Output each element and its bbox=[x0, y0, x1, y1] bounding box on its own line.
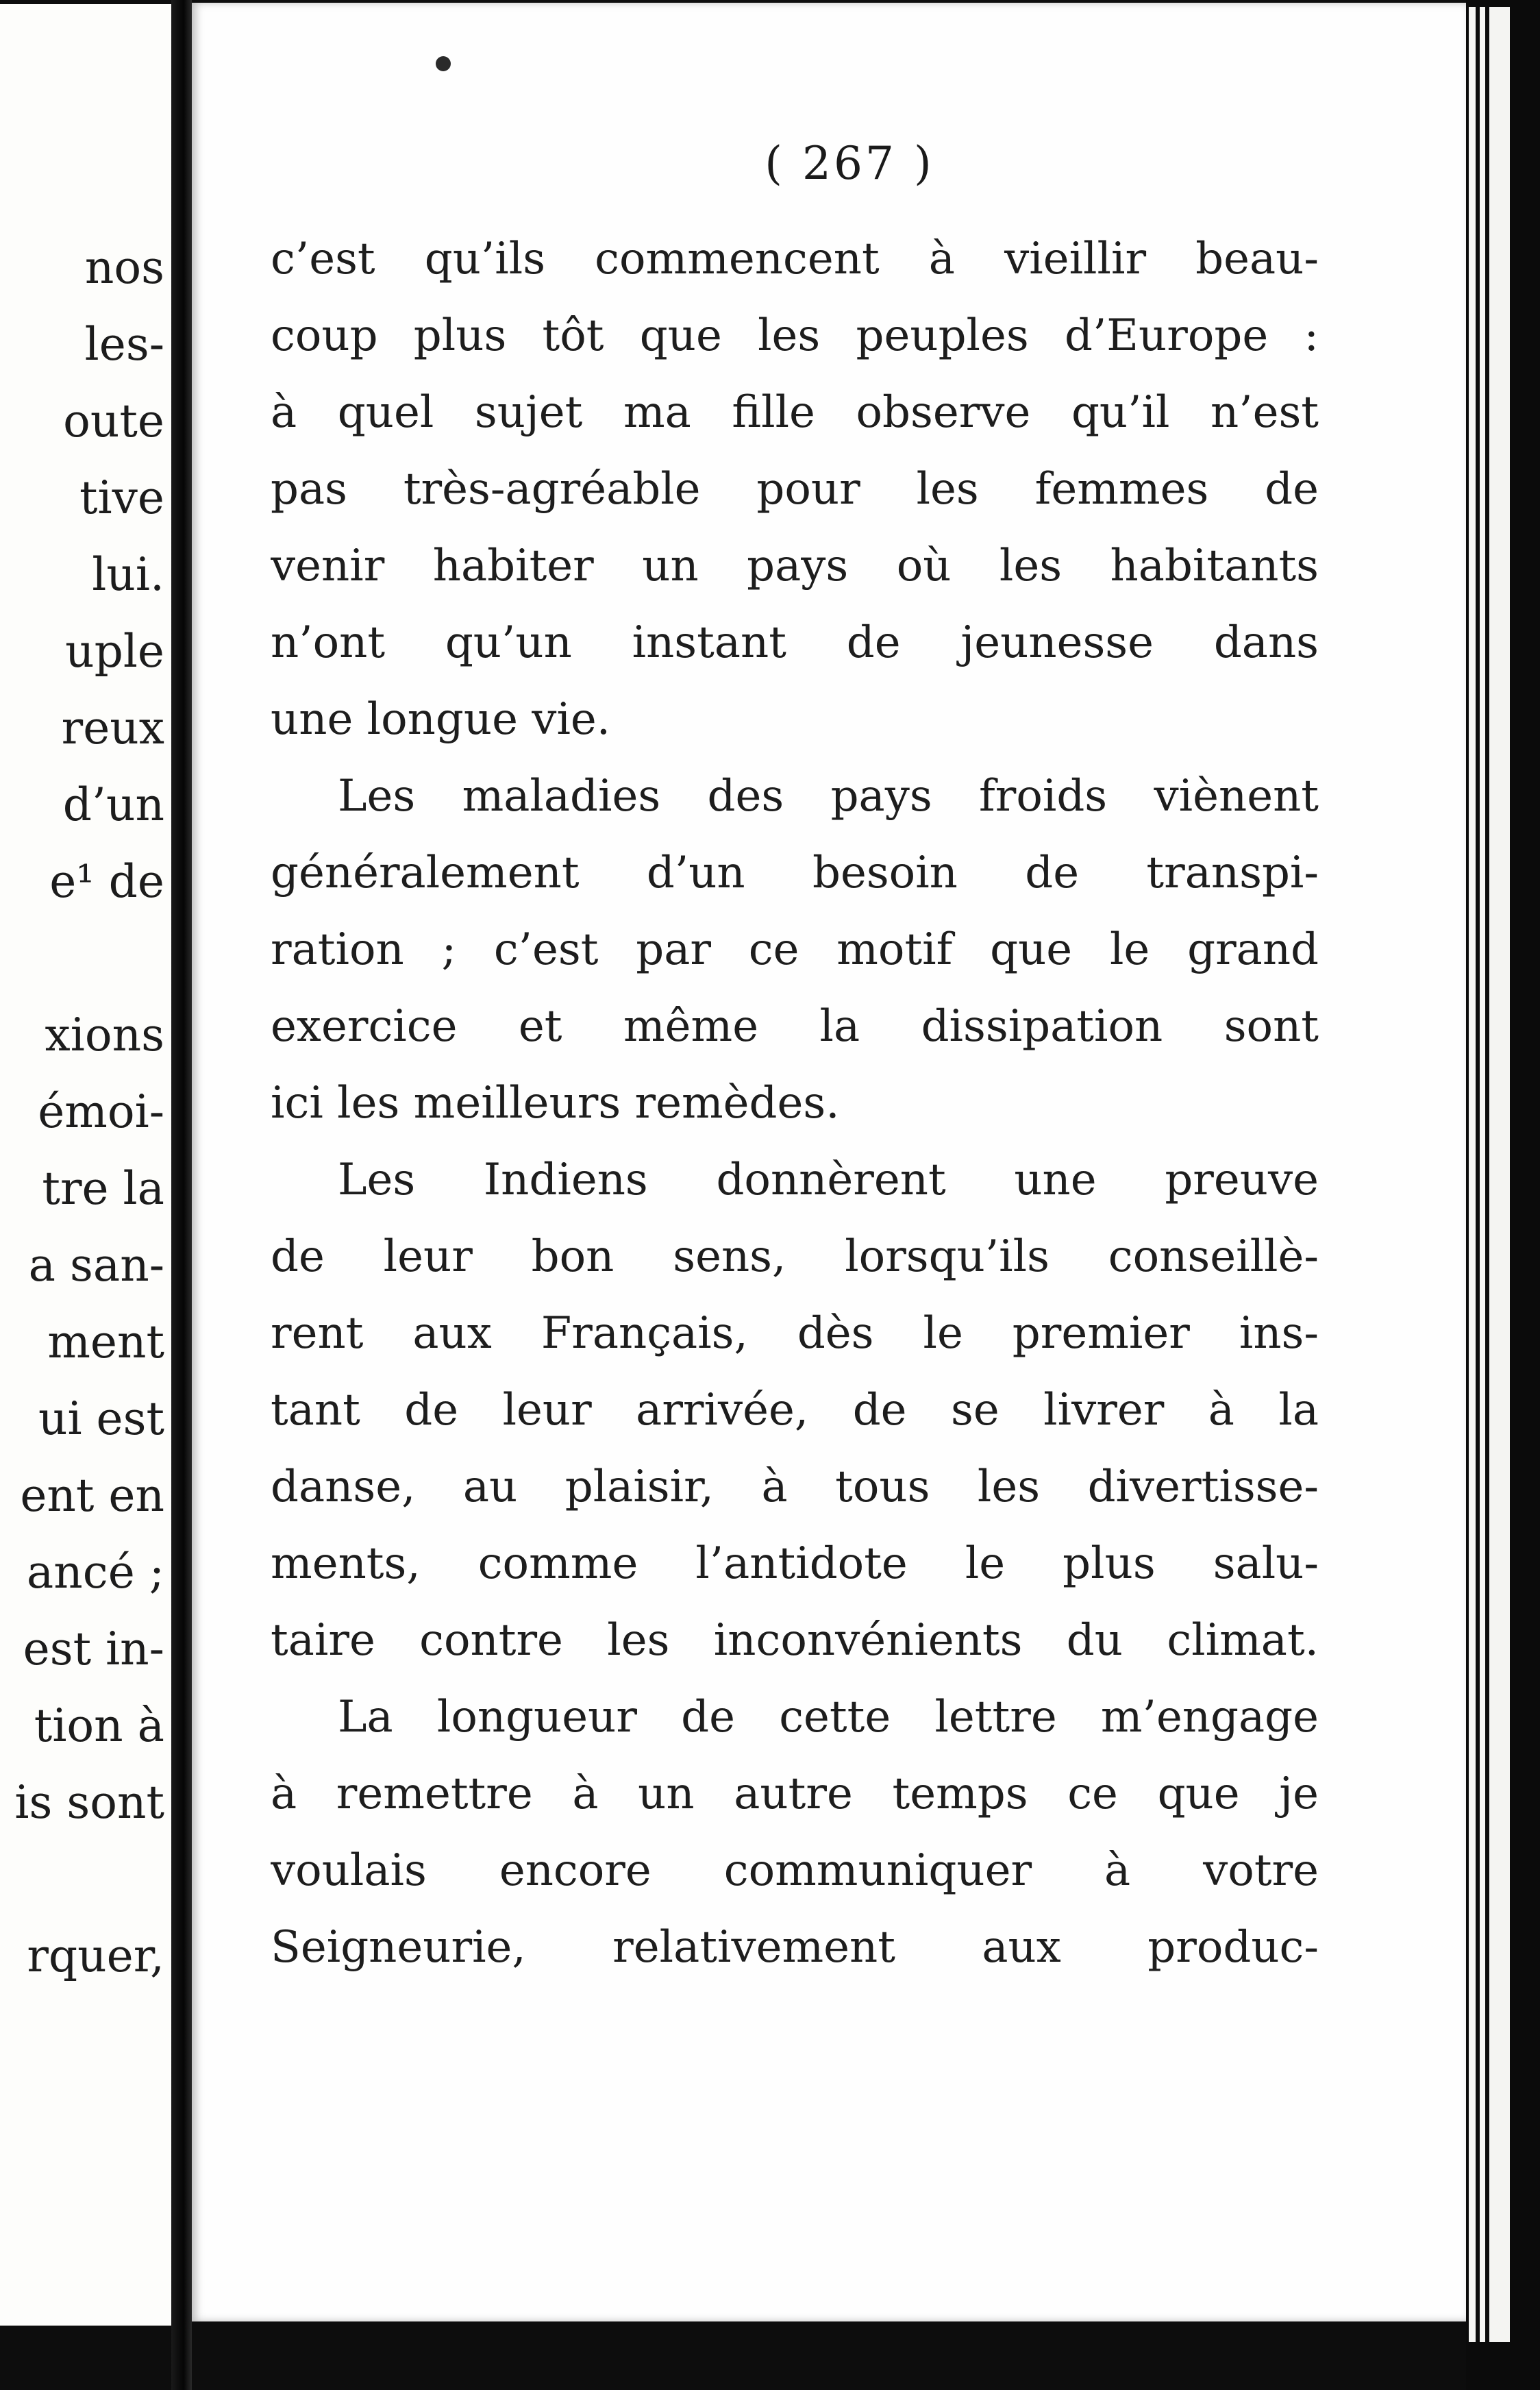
text-line: Seigneurie, relativement aux produc- bbox=[271, 1922, 1319, 1973]
left-page-line: xions bbox=[45, 1009, 164, 1061]
text-line: La longueur de cette lettre m’engage bbox=[338, 1692, 1319, 1742]
text-line: exercice et même la dissipation sont bbox=[271, 1001, 1319, 1052]
text-line: généralement d’un besoin de transpi- bbox=[271, 848, 1319, 898]
left-page-line: tre la bbox=[42, 1162, 164, 1215]
left-page-line: les- bbox=[84, 318, 164, 371]
left-page-line: ment bbox=[47, 1316, 164, 1368]
text-line: à remettre à un autre temps ce que je bbox=[271, 1769, 1319, 1819]
left-page-line: ui est bbox=[38, 1392, 164, 1445]
paragraph bbox=[271, 1679, 1319, 1986]
left-page-line: rquer, bbox=[27, 1930, 164, 1982]
left-page-line: reux bbox=[61, 702, 164, 754]
page-edges bbox=[1466, 0, 1540, 2390]
book-gutter bbox=[171, 0, 192, 2390]
text-line: à quel sujet ma fille observe qu’il n’est bbox=[271, 387, 1319, 438]
text-line: voulais encore communiquer à votre bbox=[271, 1845, 1319, 1896]
left-page-line: e¹ de bbox=[49, 855, 164, 908]
text-line: n’ont qu’un instant de jeunesse dans bbox=[271, 617, 1319, 668]
left-page-line: nos bbox=[84, 241, 164, 294]
text-line: ici les meilleurs remèdes. bbox=[271, 1078, 840, 1129]
left-page-line: a san- bbox=[28, 1239, 164, 1292]
page-edge bbox=[1489, 7, 1510, 2342]
text-line: rent aux Français, dès le premier ins- bbox=[271, 1308, 1319, 1359]
left-page-line: d’un bbox=[62, 778, 164, 831]
left-page-line: is sont bbox=[14, 1776, 164, 1829]
left-page-line: tion à bbox=[34, 1699, 164, 1752]
text-line: taire contre les inconvénients du climat. bbox=[271, 1615, 1319, 1666]
text-line: ration ; c’est par ce motif que le grand bbox=[271, 924, 1319, 975]
page-edge bbox=[1469, 7, 1476, 2342]
left-page-line: ent en bbox=[20, 1469, 164, 1522]
page-number: ( 267 ) bbox=[765, 137, 934, 190]
paragraph bbox=[271, 221, 1319, 758]
text-line: danse, au plaisir, à tous les divertisse- bbox=[271, 1462, 1319, 1512]
page-body bbox=[271, 221, 1319, 1986]
left-page-line: tive bbox=[79, 471, 164, 524]
text-line: venir habiter un pays où les habitants bbox=[271, 541, 1319, 591]
text-line: une longue vie. bbox=[271, 694, 611, 745]
paragraph bbox=[271, 758, 1319, 1142]
left-page-line: uple bbox=[65, 625, 164, 678]
paragraph bbox=[271, 1142, 1319, 1679]
left-page-line: est in- bbox=[23, 1623, 164, 1675]
ink-blot bbox=[436, 56, 451, 71]
text-line: de leur bon sens, lorsqu’ils conseillè- bbox=[271, 1231, 1319, 1282]
left-page-line: ancé ; bbox=[26, 1546, 164, 1599]
left-page-fragment bbox=[0, 4, 171, 2326]
left-page-line: émoi- bbox=[38, 1085, 164, 1138]
left-page-line: lui. bbox=[92, 548, 164, 601]
right-page bbox=[192, 3, 1466, 2321]
text-line: Les maladies des pays froids viènent bbox=[338, 771, 1319, 822]
text-line: Les Indiens donnèrent une preuve bbox=[338, 1155, 1319, 1205]
text-line: pas très-agréable pour les femmes de bbox=[271, 464, 1319, 515]
left-page-line: oute bbox=[63, 395, 164, 447]
text-line: c’est qu’ils commencent à vieillir beau- bbox=[271, 234, 1319, 284]
text-line: tant de leur arrivée, de se livrer à la bbox=[271, 1385, 1319, 1436]
text-line: ments, comme l’antidote le plus salu- bbox=[271, 1538, 1319, 1589]
text-line: coup plus tôt que les peuples d’Europe : bbox=[271, 310, 1319, 361]
page-edge bbox=[1480, 7, 1485, 2342]
